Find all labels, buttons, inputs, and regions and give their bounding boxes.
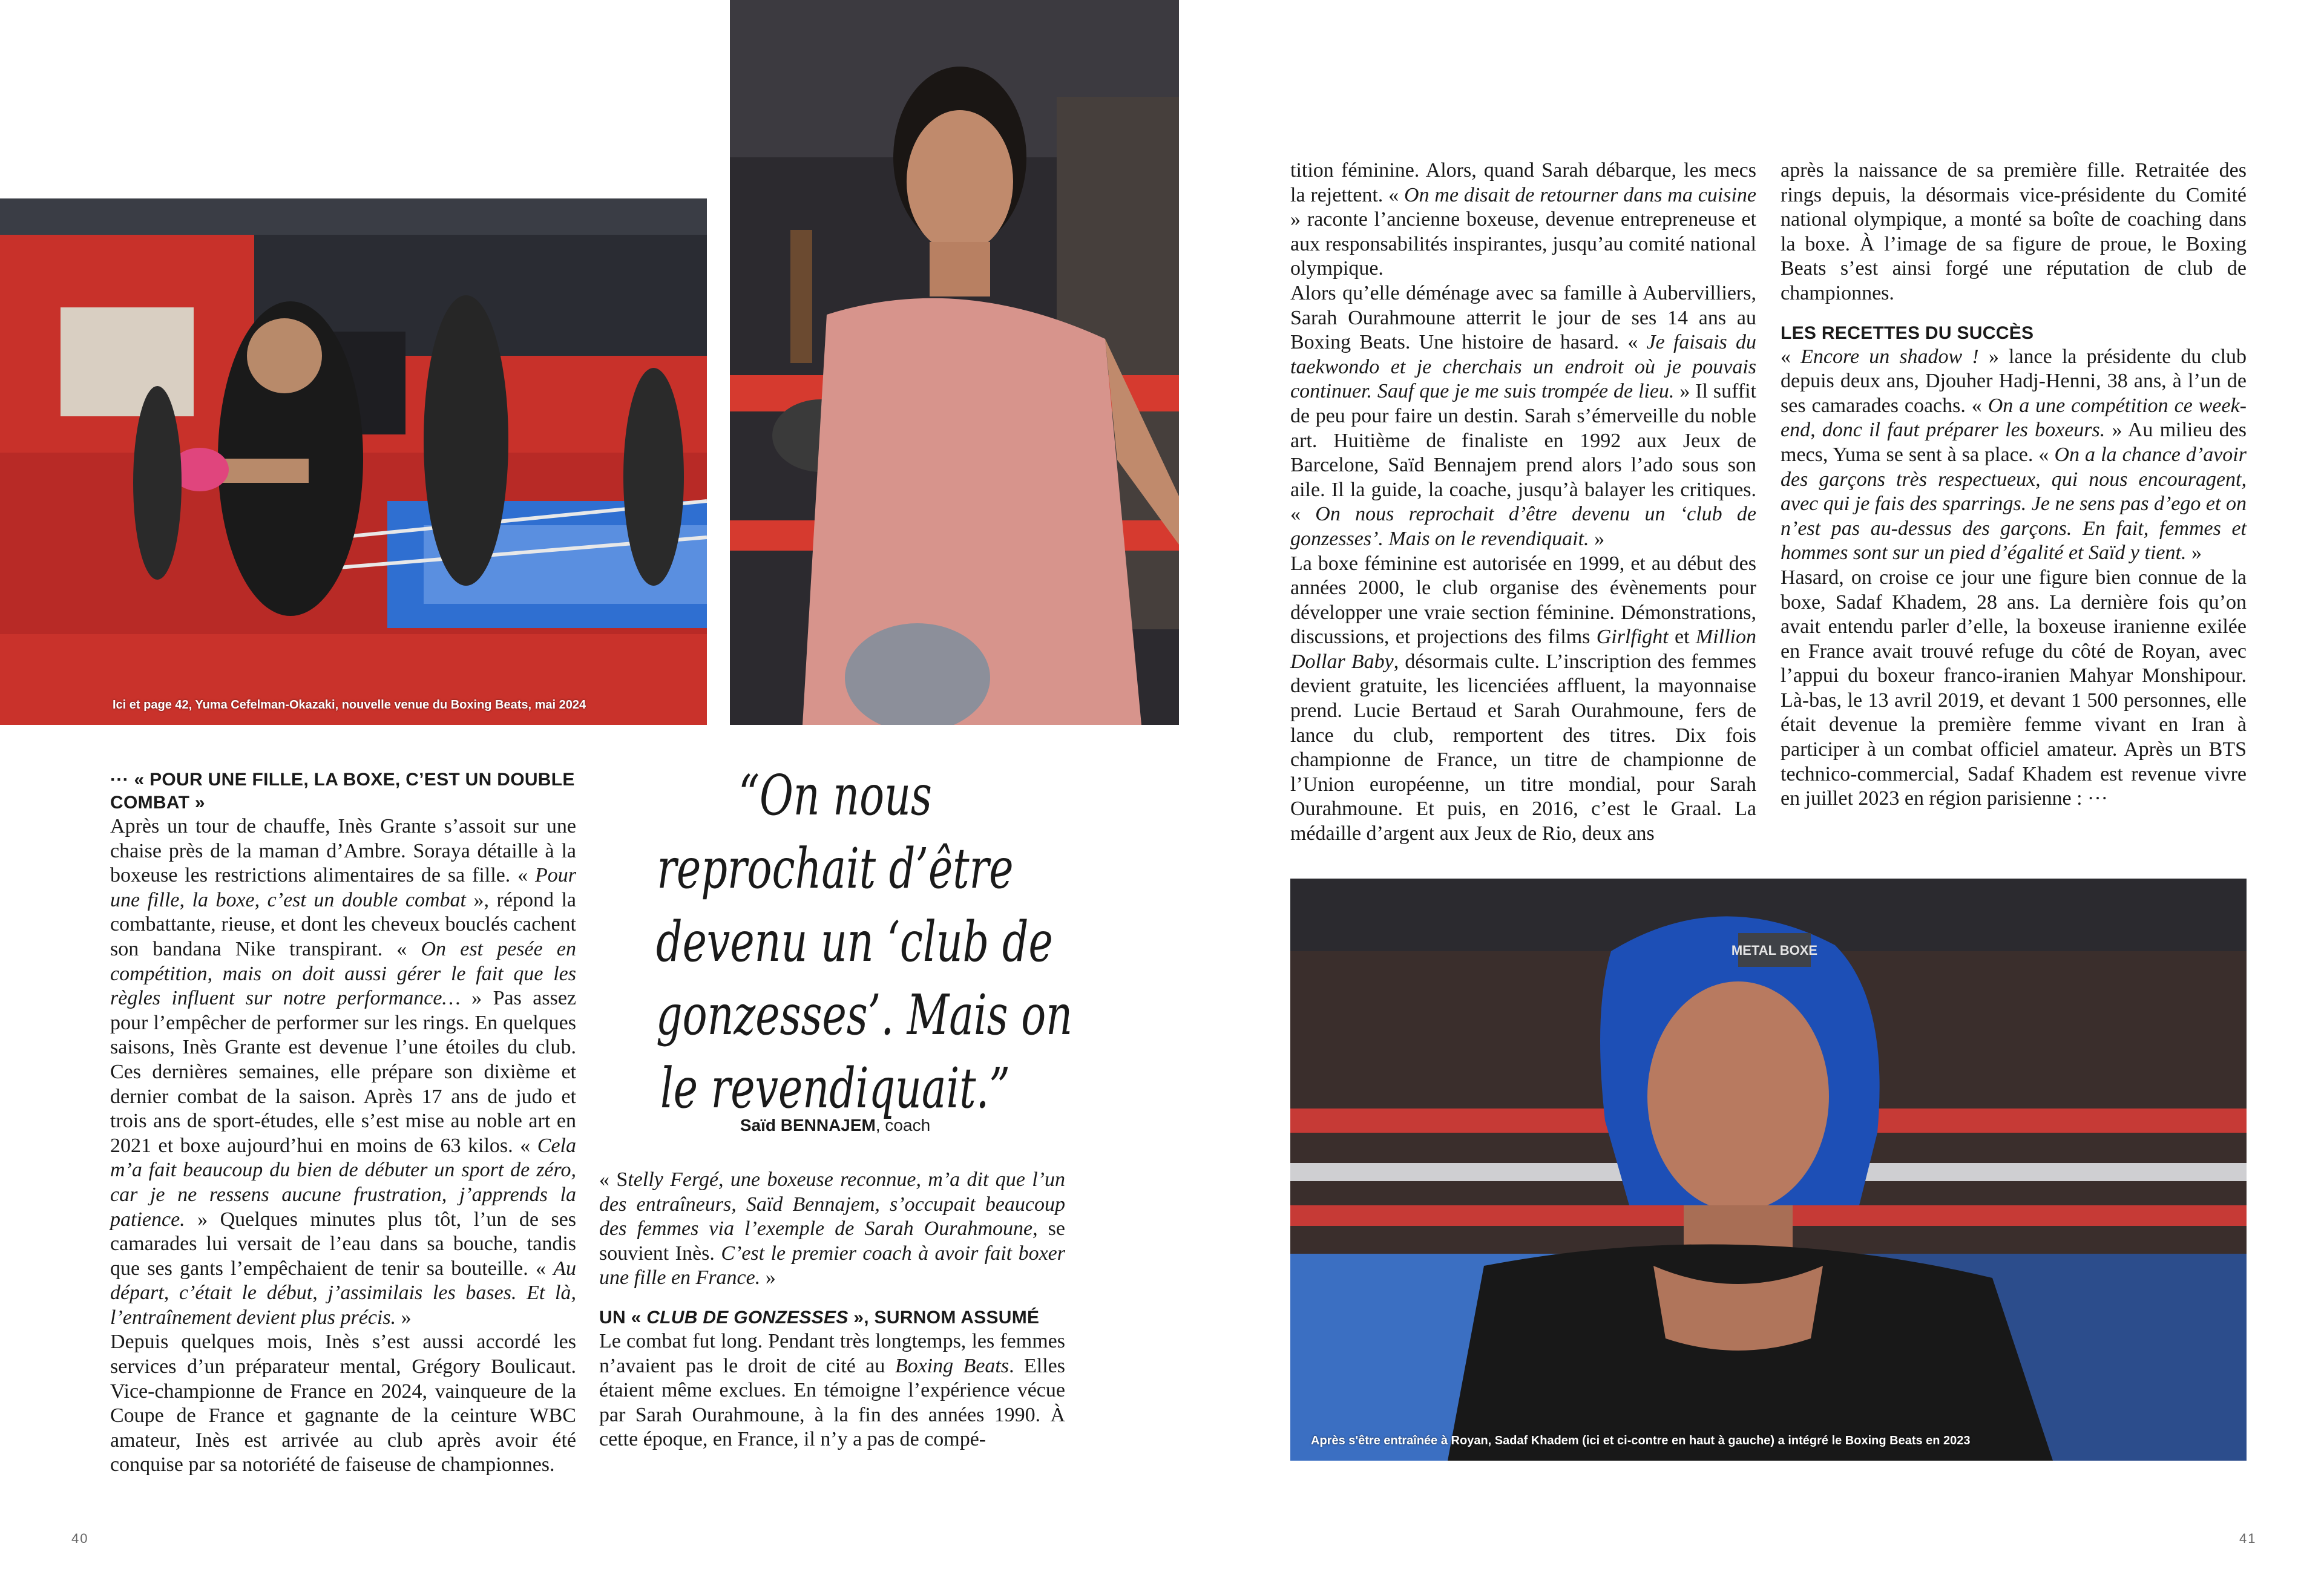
- headgear-photo-caption: Après s'être entraînée à Royan, Sadaf Khadem (ici et ci-contre en haut à gauche) a intégré le Boxing Beats en 2023: [1311, 1434, 1971, 1447]
- paragraph: Le combat fut long. Pendant très longtemps, les femmes n’avaient pas le droit de cité au Boxing Beats. Elles étaient même exclues. En témoigne l’expérience vécue par Sarah Ourahmoune, à la fin des années 1990. À cette époque, en France, il n’y a pas de compé-: [599, 1329, 1066, 1451]
- paragraph: Après un tour de chauffe, Inès Grante s’assoit sur une chaise près de la maman d’Ambre. Soraya détaille à la boxeuse les restrictions alimentaires de sa fille. « Pour une fille, la boxe, c’est un double combat », répond la combattante, rieuse, et dont les cheveux bouclés cachent son bandana Nike transpirant. « On est pesée en compétition, mais on doit aussi gérer le fait que les règles influent sur notre performance… » Pas assez pour l’empêcher de performer sur les rings. En quelques saisons, Inès Grante est devenue l’une étoiles du club. Ces dernières semaines, elle prépare son dixième et dernier combat de la saison. Après 17 ans de judo et trois ans de sport-études, elle s’est mise au noble art en 2021 et boxe aujourd’hui en moins de 63 kilos. « Cela m’a fait beaucoup du bien de débuter un sport de zéro, car je ne ressens aucune frustration, j’apprends la patience. » Quelques minutes plus tôt, l’un de ses camarades lui versait de l’eau dans sa bouche, tandis que ses gants l’empêchaient de tenir sa bouteille. « Au départ, c’était le début, j’assimilais les bases. Et là, l’entraînement devient plus précis. »: [110, 815, 577, 1329]
- article-column-4: [1781, 159, 2247, 811]
- section-heading-double-combat: ··· « POUR UNE FILLE, LA BOXE, C’EST UN DOUBLE COMBAT »: [110, 770, 575, 813]
- gym-photo-caption: Ici et page 42, Yuma Cefelman-Okazaki, nouvelle venue du Boxing Beats, mai 2024: [113, 698, 586, 712]
- pull-quote: “On nous reprochait d’être devenu un ‘club de gonzesses’. Mais on le revendiquait.”: [656, 763, 1073, 1121]
- page-number-right: 41: [2239, 1531, 2257, 1546]
- helmet-brand-label: METAL BOXE: [1731, 943, 1818, 958]
- paragraph: « Encore un shadow ! » lance la présidente du club depuis deux ans, Djouher Hadj-Henni, 38 ans, à l’un de ses camarades coachs. « On a une compétition ce week-end, donc il faut préparer les boxeurs. » Au milieu des mecs, Yuma se sent à sa place. « On a la chance d’avoir des garçons très respectueux, qui nous encouragent, avec qui je fais des sparrings. Je ne sens pas d’ego et on n’est pas au-dessus des garçons. En fait, femmes et hommes sont sur un pied d’égalité et Saïd y tient. »: [1781, 345, 2247, 565]
- paragraph: Depuis quelques mois, Inès s’est aussi accordé les services d’un préparateur mental, Grégory Boulicaut. Vice-championne de France en 2024, vainqueure de la Coupe de France et gagnante de la ceinture WBC amateur, Inès est arrivée au club après avoir été conquise par sa notoriété de faiseuse de championnes.: [110, 1331, 576, 1476]
- paragraph: tition féminine. Alors, quand Sarah débarque, les mecs la rejettent. « On me disait de retourner dans ma cuisine » raconte l’ancienne boxeuse, devenue entrepreneuse et aux responsabilités inspirantes, jusqu’au comité national olympique.: [1290, 159, 1757, 280]
- section-heading-club-de-gonzesses: UN « CLUB DE GONZESSES », SURNOM ASSUMÉ: [599, 1307, 1040, 1328]
- section-heading-recettes: LES RECETTES DU SUCCÈS: [1781, 323, 2034, 343]
- paragraph: après la naissance de sa première fille. Retraitée des rings depuis, la désormais vice-présidente du Comité national olympique, a monté sa boîte de coaching dans la boxe. À l’image de sa figure de proue, le Boxing Beats s’est ainsi forgé une réputation de club de championnes.: [1781, 159, 2247, 304]
- page-number-left: 40: [71, 1531, 89, 1546]
- article-column-2: [599, 1168, 1065, 1452]
- gym-photo: [0, 198, 707, 725]
- pull-quote-attribution: Saïd BENNAJEM, coach: [740, 1116, 931, 1135]
- article-column-3: [1290, 159, 1756, 847]
- paragraph: Hasard, on croise ce jour une figure bien connue de la boxe, Sadaf Khadem, 28 ans. La dernière fois qu’on avait entendu parler d’elle, la boxeuse iranienne exilée en France avait trouvé refuge du côté de Royan, avec l’appui du boxeur franco-iranien Mahyar Monshipour. Là-bas, le 13 avril 2019, et devant 1 500 personnes, elle était devenue la première femme vivant en Iran à participer à un combat officiel amateur. Après un BTS technico-commercial, Sadaf Khadem est revenue vivre en juillet 2023 en région parisienne : ···: [1781, 566, 2247, 810]
- paragraph: « Stelly Fergé, une boxeuse reconnue, m’a dit que l’un des entraîneurs, Saïd Bennajem, s’occupait beaucoup des femmes via l’exemple de Sarah Ourahmoune, se souvient Inès. C’est le premier coach à avoir fait boxer une fille en France. »: [599, 1168, 1066, 1289]
- article-column-1: [110, 768, 576, 1478]
- headgear-photo: [1290, 879, 2247, 1461]
- portrait-photo: [730, 0, 1179, 725]
- paragraph: La boxe féminine est autorisée en 1999, et au début des années 2000, le club organise des évènements pour développer une vraie section féminine. Démonstrations, discussions, et projections des films Girlfight et Million Dollar Baby, désormais culte. L’inscription des femmes devient gratuite, les licenciées affluent, la mayonnaise prend. Lucie Bertaud et Sarah Ourahmoune, fers de lance du club, remportent des titres. Dix fois championne de France, un titre de championne de l’Union européenne, un titre mondial, pour Sarah Ourahmoune. Et puis, en 2016, c’est le Graal. La médaille d’argent aux Jeux de Rio, deux ans: [1290, 552, 1756, 845]
- paragraph: Alors qu’elle déménage avec sa famille à Aubervilliers, Sarah Ourahmoune atterrit le jour de ses 14 ans au Boxing Beats. Une histoire de hasard. « Je faisais du taekwondo et je cherchais un endroit où je pouvais continuer. Sauf que je me suis trompée de lieu. » Il suffit de peu pour faire un destin. Sarah s’émerveille du noble art. Huitième de finaliste en 1992 aux Jeux de Barcelone, Saïd Bennajem prend alors l’ado sous son aile. Il la guide, la coache, jusqu’à balayer les critiques. « On nous reprochait d’être devenu un ‘club de gonzesses’. Mais on le revendiquait. »: [1290, 281, 1756, 550]
